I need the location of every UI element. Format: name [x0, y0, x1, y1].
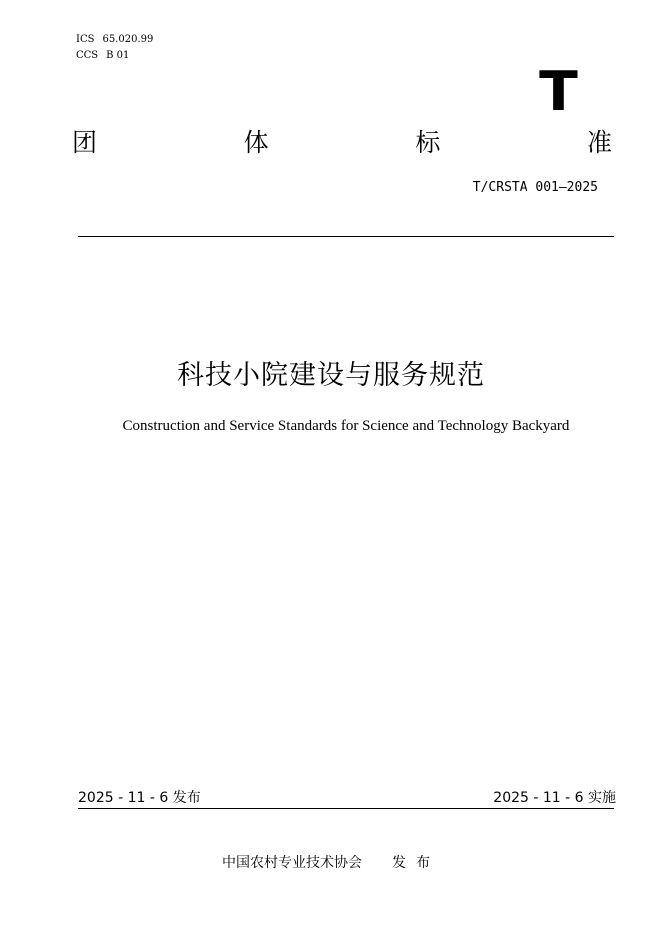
standard-type-heading [72, 124, 612, 162]
classification-codes [76, 32, 153, 64]
ics-code: 65.020.99 [102, 34, 154, 45]
document-title-english: Construction and Service Standards for Science and Technology Backyard [122, 418, 570, 434]
ccs-row [76, 48, 153, 64]
ics-row [76, 32, 153, 48]
standard-type-char: 团 [72, 128, 98, 157]
ics-label: ICS [76, 34, 95, 45]
ccs-code: B 01 [106, 50, 130, 61]
issue-date: 2025 - 11 - 6 发布 [78, 790, 201, 806]
publisher-line [0, 852, 662, 874]
standard-type-char: 体 [243, 128, 269, 157]
top-divider [78, 236, 614, 237]
ccs-label: CCS [76, 50, 99, 61]
bottom-divider [78, 808, 614, 809]
category-mark: T [539, 60, 578, 123]
publisher-action: 发布 [392, 855, 440, 871]
standard-number: T/CRSTA 001—2025 [472, 180, 598, 195]
implementation-date: 2025 - 11 - 6 实施 [493, 790, 616, 806]
standard-type-char: 准 [586, 128, 612, 157]
standard-type-char: 标 [415, 128, 441, 157]
publisher-name: 中国农村专业技术协会 [222, 855, 362, 871]
document-title-chinese: 科技小院建设与服务规范 [177, 360, 485, 391]
